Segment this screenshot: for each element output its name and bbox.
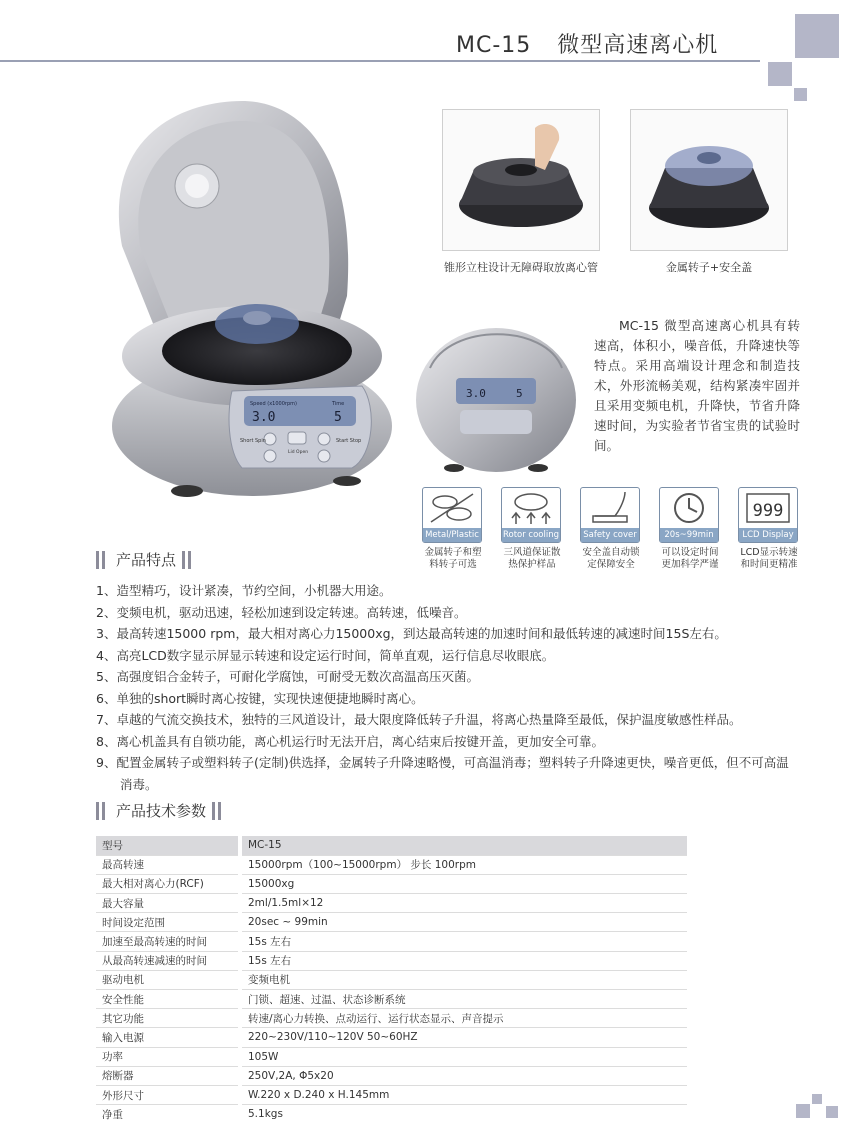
section-title: 产品特点 bbox=[116, 551, 177, 569]
heading-bar bbox=[96, 802, 99, 820]
feature-lcd bbox=[738, 487, 800, 571]
feature-caption-line1: 安全盖自动锁 bbox=[582, 547, 640, 558]
lcd-digits: 999 bbox=[752, 501, 784, 521]
product-description: MC-15 微型高速离心机具有转速高，体积小，噪音低，升降速快等特点。采用高端设计理念和制造技术，外形流畅美观，结构紧凑牢固并且采用变频电机，升降快，节省升降速时间，为实验者节省宝贵的试验时间。 bbox=[594, 318, 800, 453]
feature-caption-line2: 定保障安全 bbox=[587, 559, 635, 570]
thumbnail1-caption: 锥形立柱设计无障碍取放离心管 bbox=[444, 261, 598, 274]
feature-caption-line2: 热保护样品 bbox=[508, 559, 556, 570]
feature-caption-line2: 料转子可选 bbox=[429, 559, 477, 570]
lcd-icon bbox=[739, 488, 797, 528]
rotor-pair-icon bbox=[423, 488, 481, 528]
feature-label: 20s~99min bbox=[660, 528, 718, 542]
spec-key: 加速至最高转速的时间 bbox=[96, 932, 240, 951]
feature-label: Metal/Plastic bbox=[423, 528, 481, 542]
spec-key: 外形尺寸 bbox=[96, 1085, 240, 1104]
table-row bbox=[96, 913, 687, 932]
spec-value: 15000xg bbox=[240, 874, 687, 893]
spec-key: 功率 bbox=[96, 1047, 240, 1066]
list-item: 6、单独的short瞬时离心按键，实现快速便捷地瞬时离心。 bbox=[96, 690, 424, 706]
spec-key: 熔断器 bbox=[96, 1066, 240, 1085]
header-rule bbox=[0, 60, 760, 62]
list-item: 5、高强度铝合金转子，可耐化学腐蚀，可耐受无数次高温高压灭菌。 bbox=[96, 669, 479, 684]
spec-value: 转速/离心力转换、点动运行、运行状态显示、声音提示 bbox=[240, 1009, 687, 1028]
model-name: MC-15 bbox=[456, 33, 532, 58]
rotor-image bbox=[443, 110, 599, 250]
feature-box bbox=[738, 487, 798, 543]
spec-key: 最大容量 bbox=[96, 894, 240, 913]
spec-value: W.220 x D.240 x H.145mm bbox=[240, 1085, 687, 1104]
table-row bbox=[96, 951, 687, 970]
spec-value: 105W bbox=[240, 1047, 687, 1066]
spec-value: 250V,2A, Φ5x20 bbox=[240, 1066, 687, 1085]
heading-bar bbox=[188, 551, 191, 569]
spec-value: 5.1kgs bbox=[240, 1105, 687, 1121]
list-item: 4、高亮LCD数字显示屏显示转速和设定运行时间，简单直观，运行信息尽收眼底。 bbox=[96, 647, 555, 663]
heading-bar bbox=[96, 551, 99, 569]
spec-key: 型号 bbox=[96, 836, 240, 855]
decor-square-large bbox=[795, 14, 839, 58]
feature-box bbox=[422, 487, 482, 543]
main-centrifuge-image bbox=[92, 96, 392, 516]
spec-key: 最大相对离心力(RCF) bbox=[96, 874, 240, 893]
footer-square-b bbox=[812, 1094, 822, 1104]
spec-value: 15s 左右 bbox=[240, 951, 687, 970]
list-item: 9、配置金属转子或塑料转子(定制)供选择，金属转子升降速略慢，可高温消毒；塑料转子升降速更快，噪音更低，但不可高温 bbox=[96, 755, 789, 770]
table-row bbox=[96, 894, 687, 913]
front-time-value: 5 bbox=[516, 387, 523, 400]
feature-caption-line1: LCD显示转速 bbox=[740, 547, 798, 558]
spec-value: 20sec ~ 99min bbox=[240, 913, 687, 932]
feature-box bbox=[659, 487, 719, 543]
table-row bbox=[96, 1009, 687, 1028]
section-features-heading bbox=[96, 549, 194, 570]
table-row bbox=[96, 1085, 687, 1104]
spec-key: 驱动电机 bbox=[96, 970, 240, 989]
spec-key: 输入电源 bbox=[96, 1028, 240, 1047]
timer-icon bbox=[660, 488, 718, 528]
rotor-cover-image bbox=[631, 110, 787, 250]
footer-square-c bbox=[826, 1106, 838, 1118]
list-item: 8、离心机盖具有自锁功能，离心机运行时无法开启，离心结束后按键开盖，更加安全可靠。 bbox=[96, 733, 604, 749]
start-stop-label: Start Stop bbox=[336, 438, 362, 444]
spec-value: 15s 左右 bbox=[240, 932, 687, 951]
spec-key: 其它功能 bbox=[96, 1009, 240, 1028]
feature-caption-line1: 三风道保证散 bbox=[503, 547, 561, 558]
spec-key: 最高转速 bbox=[96, 855, 240, 874]
feature-label: Rotor cooling bbox=[502, 530, 560, 540]
speed-value: 3.0 bbox=[252, 410, 276, 425]
heading-bar bbox=[218, 802, 221, 820]
feature-label: Safety cover bbox=[581, 528, 639, 542]
section-specs-heading bbox=[96, 800, 224, 821]
spec-key: 安全性能 bbox=[96, 990, 240, 1009]
spec-table bbox=[96, 836, 687, 1121]
front-view-image bbox=[410, 308, 582, 476]
spec-key: 时间设定范围 bbox=[96, 913, 240, 932]
table-row bbox=[96, 1028, 687, 1047]
feature-caption-line1: 可以设定时间 bbox=[661, 547, 719, 558]
feature-label: LCD Display bbox=[739, 528, 797, 542]
heading-bar bbox=[182, 551, 185, 569]
thumbnail-rotor-loading bbox=[442, 109, 600, 251]
spec-value: 15000rpm（100~15000rpm） 步长 100rpm bbox=[240, 855, 687, 874]
list-item: 1、造型精巧，设计紧凑，节约空间，小机器大用途。 bbox=[96, 583, 392, 598]
decor-square-mid bbox=[768, 62, 792, 86]
spec-value: 门锁、超速、过温、状态诊断系统 bbox=[240, 990, 687, 1009]
feature-box bbox=[501, 487, 561, 543]
airflow-icon bbox=[502, 488, 560, 528]
heading-bar bbox=[102, 802, 105, 820]
list-item-continuation: 消毒。 bbox=[120, 776, 158, 792]
section-title: 产品技术参数 bbox=[116, 802, 207, 820]
thumbnail-rotor-cover bbox=[630, 109, 788, 251]
table-row bbox=[96, 970, 687, 989]
table-header-row bbox=[96, 836, 687, 855]
page-title bbox=[456, 28, 718, 59]
lid-open-label: Lid Open bbox=[288, 450, 309, 455]
feature-caption-line2: 更加科学严谨 bbox=[661, 559, 719, 570]
feature-caption-line1: 金属转子和塑 bbox=[424, 547, 482, 558]
time-value: 5 bbox=[334, 410, 342, 425]
footer-square-a bbox=[796, 1104, 810, 1118]
table-row bbox=[96, 932, 687, 951]
lid-icon bbox=[581, 488, 639, 528]
spec-value: MC-15 bbox=[240, 836, 687, 855]
table-row bbox=[96, 990, 687, 1009]
spec-value: 220~230V/110~120V 50~60HZ bbox=[240, 1028, 687, 1047]
feature-box bbox=[580, 487, 640, 543]
short-spin-label: Short Spin bbox=[240, 438, 266, 444]
feature-list bbox=[96, 580, 816, 795]
heading-bar bbox=[212, 802, 215, 820]
time-label: Time bbox=[332, 401, 345, 407]
feature-metal-plastic bbox=[422, 487, 484, 571]
spec-value: 2ml/1.5ml×12 bbox=[240, 894, 687, 913]
decor-square-small bbox=[794, 88, 807, 101]
table-row bbox=[96, 855, 687, 874]
spec-key: 净重 bbox=[96, 1105, 240, 1121]
spec-value: 变频电机 bbox=[240, 970, 687, 989]
table-row bbox=[96, 874, 687, 893]
heading-bar bbox=[102, 551, 105, 569]
feature-safety-cover bbox=[580, 487, 642, 571]
spec-key: 从最高转速减速的时间 bbox=[96, 951, 240, 970]
front-speed-value: 3.0 bbox=[466, 387, 486, 400]
table-row bbox=[96, 1047, 687, 1066]
list-item: 3、最高转速15000 rpm，最大相对离心力15000xg，到达最高转速的加速时间和最低转速的减速时间15S左右。 bbox=[96, 626, 727, 641]
speed-label: Speed (x1000rpm) bbox=[250, 401, 297, 407]
table-row bbox=[96, 1066, 687, 1085]
thumbnail2-caption: 金属转子+安全盖 bbox=[665, 261, 753, 274]
table-row bbox=[96, 1105, 687, 1121]
list-item: 7、卓越的气流交换技术，独特的三风道设计，最大限度降低转子升温，将离心热量降至最低，保护温度敏感性样品。 bbox=[96, 712, 742, 727]
feature-timer bbox=[659, 487, 721, 571]
product-title: 微型高速离心机 bbox=[557, 33, 719, 58]
list-item: 2、变频电机，驱动迅速，轻松加速到设定转速。高转速，低噪音。 bbox=[96, 604, 467, 620]
feature-rotor-cooling bbox=[501, 487, 563, 571]
feature-caption-line2: 和时间更精准 bbox=[740, 559, 798, 570]
